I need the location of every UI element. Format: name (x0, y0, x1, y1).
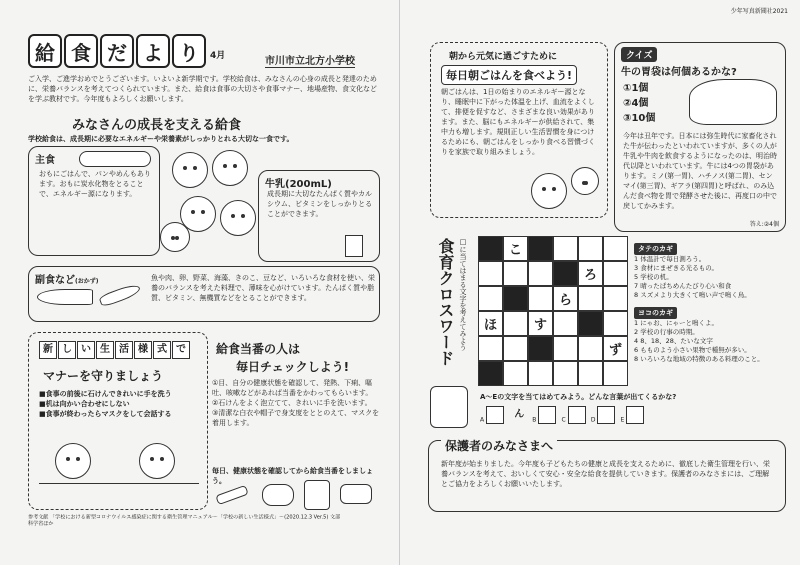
staple-label: 主食 (35, 155, 55, 166)
crossword-clues (634, 236, 784, 364)
down-clues (634, 255, 784, 300)
crossword-black-cell (478, 236, 503, 261)
crossword-cell[interactable] (603, 236, 628, 261)
milk-carton-icon (345, 235, 363, 257)
duty-note: 毎日、健康状態を確認してから給食当番をしましょう。 (212, 467, 373, 485)
right-page (400, 0, 800, 565)
crossword-cell[interactable] (528, 286, 553, 311)
answer-box[interactable] (486, 406, 504, 424)
side-label (35, 271, 99, 286)
badge-char: い (77, 341, 95, 359)
quiz-label: クイズ (621, 47, 657, 62)
answer-box[interactable] (568, 406, 586, 424)
crossword-black-cell (578, 311, 603, 336)
school-name: 市川市立北方小学校 (265, 52, 355, 68)
answer-box[interactable] (597, 406, 615, 424)
duty-item: ②石けんをよく泡立てて、きれいに手を洗います。 (212, 399, 372, 407)
answer-label: B (532, 416, 537, 424)
across-clue: 1 にゃお、にゃーと鳴くよ。 (634, 319, 718, 327)
down-clue: 7 晴ったぱちめんたびり心い和食 (634, 282, 732, 290)
crossword-cell[interactable] (578, 236, 603, 261)
crossword-cell[interactable] (503, 311, 528, 336)
manners-list (39, 389, 203, 419)
crossword-cell[interactable] (603, 311, 628, 336)
down-clue: 3 食材にまぜきる光るもの。 (634, 264, 718, 272)
quiz-option: ①1個 (623, 83, 649, 94)
crossword-black-cell (478, 361, 503, 386)
down-clue: 1 体温計で毎日測ろう。 (634, 255, 706, 263)
crossword-cell[interactable] (603, 361, 628, 386)
duty-item: ③清潔な白衣や帽子で身支度をととのえて、マスクを着用します。 (212, 409, 380, 427)
across-clues-label: ヨコのカギ (634, 307, 677, 319)
duty-title-1: 給食当番の人は (216, 342, 301, 356)
crossword-black-cell (528, 336, 553, 361)
intro-text: ご入学、ご進学おめでとうございます。いよいよ新学期です。学校給食は、みなさんの心身の成長と発達のために、栄養バランスを考えてつくられています。また、給食は食事の大切さや食事マナー、地場産物、食文化などを学ぶ教材です。今年度もよろしくお願いします。 (28, 75, 377, 103)
manners-item: ■机は向かい合わせにしない (39, 400, 130, 408)
breakfast-lead: 朝から元気に過ごすために (449, 52, 558, 62)
badge-char: 式 (153, 341, 171, 359)
side-text: 魚や肉、卵、野菜、海藻、きのこ、豆など、いろいろな食材を使い、栄養のバランスを考えた料理で、薄味を心がけています。たんぱく質や脂質、ビタミン、無機質などをとることができます。 (151, 274, 375, 302)
badge-char: で (172, 341, 190, 359)
down-clue: 8 スズメより大きくて鳴い声で鳴く鳥。 (634, 291, 751, 299)
crossword-cell[interactable]: ら (553, 286, 578, 311)
crossword-grid (478, 236, 628, 386)
parents-box (428, 440, 786, 512)
crossword-cell[interactable] (603, 261, 628, 286)
child-face-icon (220, 200, 256, 236)
quiz-options (623, 81, 655, 126)
crossword-black-cell (503, 286, 528, 311)
breakfast-title: 毎日朝ごはんを食べよう! (441, 65, 577, 85)
crossword-cell[interactable] (553, 361, 578, 386)
breakfast-text: 朝ごはんは、1日の始まりのエネルギー源となり、睡眠中に下がった体温を上げ、血流をよくして、排便を促すなど、さまざまな良い効果があります。また、脳にもエネルギーが供給されて、集中力も増します。規則正しい生活習慣を身につけるためにも、朝ごはんをしっかり食べる習慣づくりを家族で取り組みましょう。 (441, 88, 595, 156)
answer-boxes (480, 404, 644, 424)
duty-item: ①目、自分の健康状態を確認して、発熱、下痢、嘔吐、咳嗽などがあれば当番をかわってもらいます。 (212, 379, 373, 397)
crossword-black-cell (528, 236, 553, 261)
apron-icon (304, 480, 330, 510)
crossword-cell[interactable] (528, 361, 553, 386)
crossword-cell[interactable] (503, 361, 528, 386)
manners-item: ■食事の前後に石けんできれいに手を洗う (39, 390, 172, 398)
child-face-icon (160, 222, 190, 252)
across-clue: 8 いろいろな地域の特徴のある料理のこと。 (634, 355, 764, 363)
across-clue: 4 8、18、28、たいな文字 (634, 337, 713, 345)
crossword-black-cell (553, 261, 578, 286)
duty-list (212, 378, 384, 428)
quiz-box (614, 42, 786, 232)
milk-box (258, 170, 380, 262)
staple-text: おもにごはんで、パンやめんもあります。おもに炭水化物をとることで、エネルギー源になります。 (39, 170, 151, 198)
answer-label: E (620, 416, 625, 424)
title-char: よ (136, 34, 170, 68)
growth-subtext: 学校給食は、成長期に必要なエネルギーや栄養素がしっかりとれる大切な一食です。 (28, 135, 294, 143)
crossword-cell[interactable] (503, 336, 528, 361)
answer-label: D (590, 416, 596, 424)
references: 参考文献 「学校における新型コロナウイルス感染症に関する衛生管理マニュアル～「学校の新しい生活様式」～(2020.12.3 Ver.5) 文部科学省ほか (28, 514, 341, 527)
duty-title-2: 毎日チェックしよう! (236, 360, 350, 374)
title-char: 食 (64, 34, 98, 68)
crossword-cell[interactable] (553, 311, 578, 336)
newsletter-title (28, 34, 225, 68)
crossword-title: 食育クロスワード (436, 238, 455, 366)
parents-title: 保護者のみなさまへ (441, 437, 557, 454)
handwash-icon (262, 484, 294, 506)
parents-text: 新年度が始まりました。今年度も子どもたちの健康と成長を支えるために、徹底した衛生管理を行い、栄養バランスを考えて、おいしくて安心・安全な給食を提供していきます。保護者のみなさまには、ご理解とご協力をよろしくお願いいたします。 (441, 460, 770, 488)
growth-heading: みなさんの成長を支える給食 (72, 118, 242, 133)
crossword-prompt: A～Eの文字を当てはめてみよう。どんな言葉が出てくるかな? (480, 393, 677, 401)
breakfast-box (430, 42, 608, 218)
manners-box (28, 332, 208, 510)
bread-icon (79, 151, 151, 167)
child-mask-icon (139, 443, 175, 479)
answer-fixed-char: ん (514, 408, 525, 420)
crossword-cell[interactable] (553, 236, 578, 261)
answer-label: A (480, 416, 485, 424)
across-clues (634, 319, 784, 364)
crossword-cell[interactable]: す (528, 311, 553, 336)
side-dish-box (28, 266, 380, 322)
manners-item: ■食事が終わったらマスクをして会話する (39, 410, 172, 418)
crossword-cell[interactable] (478, 336, 503, 361)
carrot-icon (98, 282, 142, 308)
down-clue: 5 学校の机。 (634, 273, 673, 281)
child-reading-icon (531, 173, 567, 209)
quiz-answer: 今年は丑年です。日本には弥生時代に家畜化された牛が伝わったといわれていますが、多くの人が牛乳や牛肉を飲食するようになったのは、明治時代以降といわれています。牛には4つの胃袋があります。ミノ(第一胃)、ハチノス(第二胃)、センマイ(第三胃)、ギアラ(第四胃)と呼ばれ、のみ込んだ食べ物を胃で発酵させた後に、再度口の中で戻してかみます。 (623, 132, 777, 210)
desk-icon (39, 483, 199, 492)
mask-icon (340, 484, 372, 504)
child-running-icon (571, 167, 599, 195)
crossword-cell[interactable] (503, 261, 528, 286)
badge-char: 活 (115, 341, 133, 359)
crossword-cell[interactable] (578, 286, 603, 311)
crossword-cell[interactable] (578, 361, 603, 386)
crossword-cell[interactable] (578, 336, 603, 361)
badge-char: し (58, 341, 76, 359)
answer-box[interactable] (538, 406, 556, 424)
quiz-question: 牛の胃袋は何個あるかな? (621, 67, 737, 78)
quiz-answer-tag: 答え:②4個 (749, 221, 779, 228)
crossword-cell[interactable] (528, 261, 553, 286)
publisher-credit: 少年写真新聞社2021 (730, 8, 788, 15)
manners-title: マナーを守りましょう (43, 369, 164, 383)
title-char: り (172, 34, 206, 68)
child-face-icon (172, 152, 208, 188)
crossword-cell[interactable] (478, 286, 503, 311)
badge-char: 生 (96, 341, 114, 359)
quiz-option: ③10個 (623, 113, 656, 124)
crossword-cell[interactable]: こ (503, 236, 528, 261)
quiz-option: ②4個 (623, 98, 649, 109)
child-face-icon (212, 150, 248, 186)
fish-icon (37, 289, 93, 305)
answer-label: C (561, 416, 566, 424)
title-char: だ (100, 34, 134, 68)
cow-icon (689, 79, 777, 125)
child-eating-icon (55, 443, 91, 479)
milk-text: 成長期に大切なたんぱく質やカルシウム、ビタミンをしっかりとることができます。 (267, 190, 373, 218)
manners-badge (39, 341, 190, 359)
crossword-cell[interactable]: ほ (478, 311, 503, 336)
crossword-cell[interactable] (553, 336, 578, 361)
month-label: 4月 (210, 51, 226, 61)
answer-box[interactable] (626, 406, 644, 424)
milk-label: 牛乳(200mL) (265, 179, 332, 190)
side-label-sub: (おかず) (75, 278, 99, 285)
thermometer-icon (215, 485, 248, 505)
crossword-cell[interactable]: ず (603, 336, 628, 361)
title-char: 給 (28, 34, 62, 68)
book-character-icon (430, 386, 468, 428)
crossword-cell[interactable] (603, 286, 628, 311)
across-clue: 2 学校の行事の時期。 (634, 328, 699, 336)
side-label-text: 副食など (35, 275, 75, 286)
badge-char: 様 (134, 341, 152, 359)
across-clue: 6 もものよう小さい果物で種無が多い。 (634, 346, 751, 354)
badge-char: 新 (39, 341, 57, 359)
crossword-cell[interactable] (478, 261, 503, 286)
crossword-cell[interactable]: ろ (578, 261, 603, 286)
down-clues-label: タテのカギ (634, 243, 677, 255)
crossword-hint: □に当てはまる文字を考えてみよう (459, 238, 467, 351)
staple-box (28, 146, 160, 256)
